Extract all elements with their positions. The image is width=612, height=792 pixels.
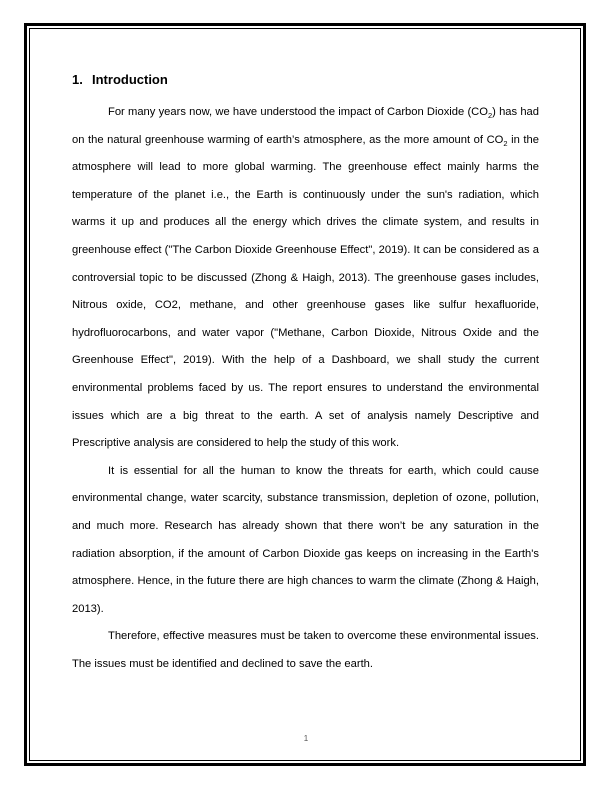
paragraph-2: It is essential for all the human to know the threats for earth, which could cause environmental change, water scarcity, substance transmission, depletion of ozone, pollution, and much more. Research has already shown that there won’t be any saturation in the radiation absorption, if the amount of Carbon Dioxide gas keeps on increasing in the Earth's atmosphere. Hence, in the future there are high chances to warm the climate (Zhong & Haigh, 2013).: [72, 464, 539, 615]
co2-subscript-1: 2: [487, 111, 493, 121]
section-title: Introduction: [92, 72, 168, 87]
paragraph-1-text-b: ) has had on the natural greenhouse warming of earth’s atmosphere, as the more amount of CO: [72, 106, 539, 146]
document-body: [72, 70, 539, 678]
paragraph-1: [72, 99, 539, 458]
co2-subscript-2: 2: [503, 138, 508, 148]
paragraph-1-text-a: For many years now, we have understood the impact of Carbon Dioxide (CO: [108, 106, 488, 118]
paragraph-1-text-c: in the atmosphere will lead to more global warming. The greenhouse effect mainly harms the temperature of the planet i.e., the Earth is continuously under the sun's radiation, which warms it up and produces all the energy which drives the climate system, and results in greenhouse effect ("The Carbon Dioxide Greenhouse Effect", 2019). It can be considered as a controversial topic to be discussed (Zhong & Haigh, 2013). The greenhouse gases includes, Nitrous oxide, CO2, methane, and other greenhouse gases like sulfur hexafluoride, hydrofluorocarbons, and water vapor ("Methane, Carbon Dioxide, Nitrous Oxide and the Greenhouse Effect", 2019). With the help of a Dashboard, we shall study the current environmental problems faced by us. The report ensures to understand the environmental issues which are a big threat to the earth. A set of analysis namely Descriptive and Prescriptive analysis are considered to help the study of this work.: [72, 133, 539, 450]
page-number: 1: [303, 734, 309, 743]
section-number: 1.: [72, 72, 83, 87]
section-heading: [72, 70, 539, 90]
paragraph-3: Therefore, effective measures must be taken to overcome these environmental issues. The issues must be identified and declined to save the earth.: [72, 630, 539, 670]
